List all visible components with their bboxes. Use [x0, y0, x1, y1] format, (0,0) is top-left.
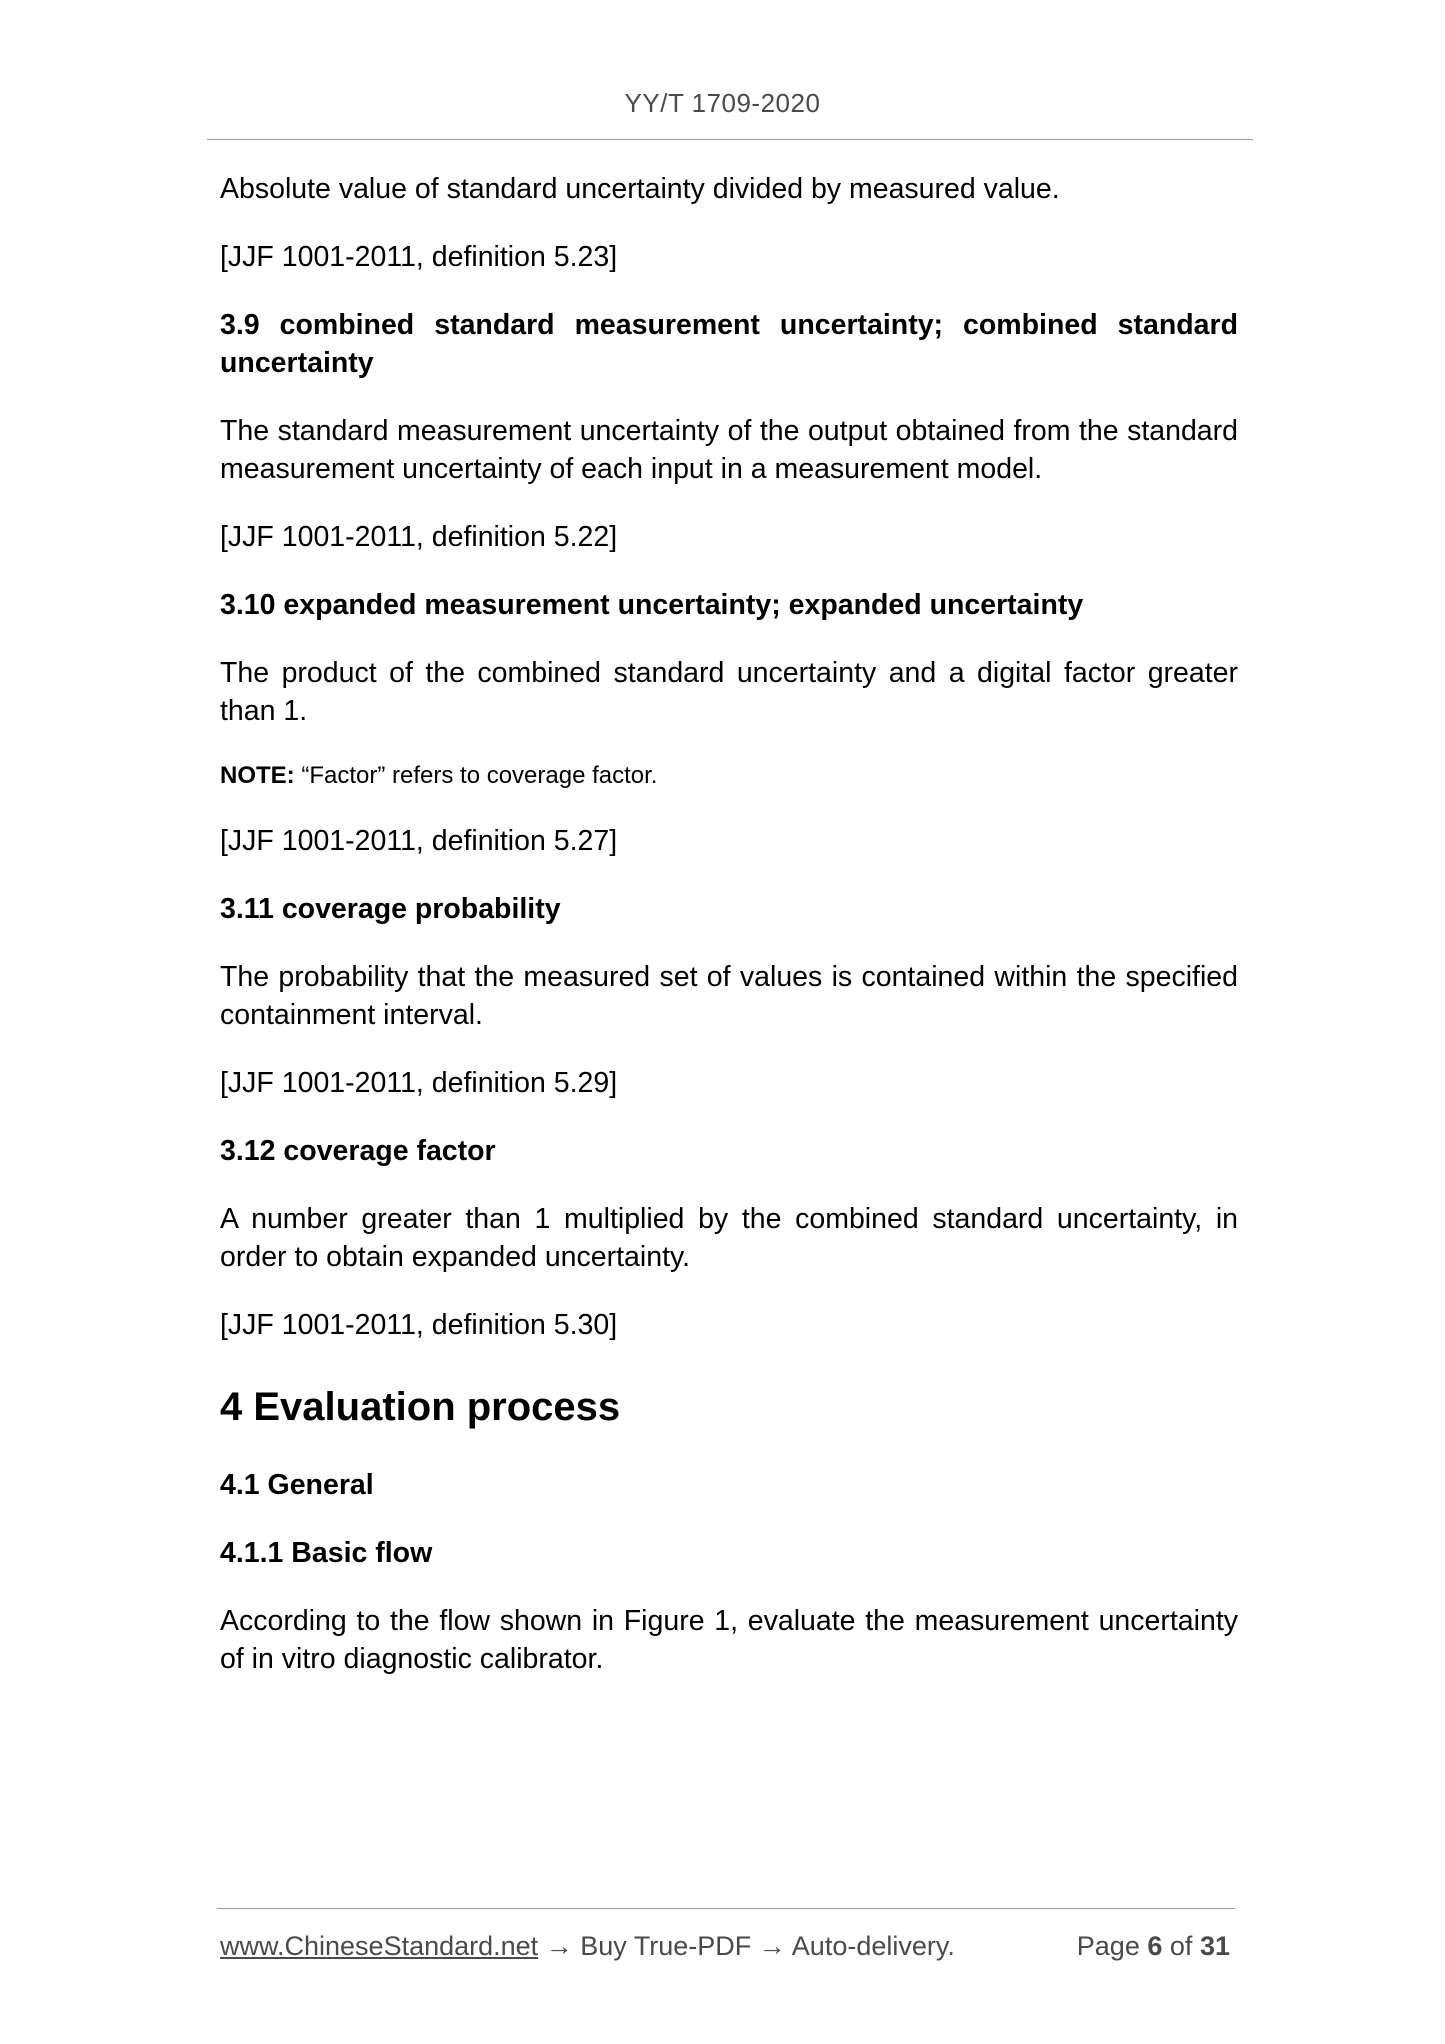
paragraph-3-12: A number greater than 1 multiplied by the combined standard uncertainty, in order to obtain expanded uncertainty.	[220, 1203, 1238, 1273]
page-content	[220, 170, 1238, 1708]
reference-5-27: [JJF 1001-2011, definition 5.27]	[220, 825, 618, 857]
buy-true-pdf-text: Buy True-PDF	[580, 1931, 752, 1961]
paragraph-3-10: The product of the combined standard uncertainty and a digital factor greater than 1.	[220, 657, 1238, 727]
of-word: of	[1169, 1931, 1193, 1961]
reference-5-30: [JJF 1001-2011, definition 5.30]	[220, 1309, 618, 1341]
section-heading-4: 4 Evaluation process	[220, 1385, 621, 1429]
header-divider	[207, 139, 1253, 140]
document-code-header: YY/T 1709-2020	[624, 88, 821, 118]
website-link[interactable]: www.ChineseStandard.net	[220, 1931, 539, 1961]
reference-5-23: [JJF 1001-2011, definition 5.23]	[220, 241, 618, 273]
total-pages: 31	[1199, 1931, 1230, 1961]
paragraph-3-11: The probability that the measured set of values is contained within the specified containment interval.	[220, 961, 1238, 1031]
paragraph-3-9: The standard measurement uncertainty of the output obtained from the standard measurement uncertainty of each input in a measurement model.	[220, 415, 1238, 485]
footer-divider	[217, 1908, 1235, 1909]
heading-3-12: 3.12 coverage factor	[220, 1135, 496, 1167]
heading-4-1: 4.1 General	[220, 1469, 374, 1501]
note-text: “Factor” refers to coverage factor.	[301, 762, 658, 789]
arrow-right-icon: →	[758, 1931, 786, 1961]
auto-delivery-text: Auto-delivery.	[791, 1931, 955, 1961]
current-page: 6	[1147, 1931, 1163, 1961]
heading-4-1-1: 4.1.1 Basic flow	[220, 1537, 433, 1569]
page-number	[1077, 1928, 1230, 1964]
note-3-10	[220, 758, 1238, 794]
page-word: Page	[1076, 1931, 1140, 1961]
arrow-right-icon: →	[545, 1931, 573, 1961]
note-label: NOTE:	[220, 762, 295, 789]
reference-5-29: [JJF 1001-2011, definition 5.29]	[220, 1067, 618, 1099]
page-footer	[220, 1928, 1230, 1964]
heading-3-9: 3.9 combined standard measurement uncertainty; combined standard uncertainty	[220, 309, 1238, 379]
heading-3-10: 3.10 expanded measurement uncertainty; expanded uncertainty	[220, 589, 1084, 621]
paragraph-4-1-1: According to the flow shown in Figure 1, evaluate the measurement uncertainty of in vitro diagnostic calibrator.	[220, 1605, 1238, 1675]
heading-3-11: 3.11 coverage probability	[220, 893, 561, 925]
paragraph-relative-uncertainty: Absolute value of standard uncertainty divided by measured value.	[220, 173, 1060, 205]
reference-5-22: [JJF 1001-2011, definition 5.22]	[220, 521, 618, 553]
